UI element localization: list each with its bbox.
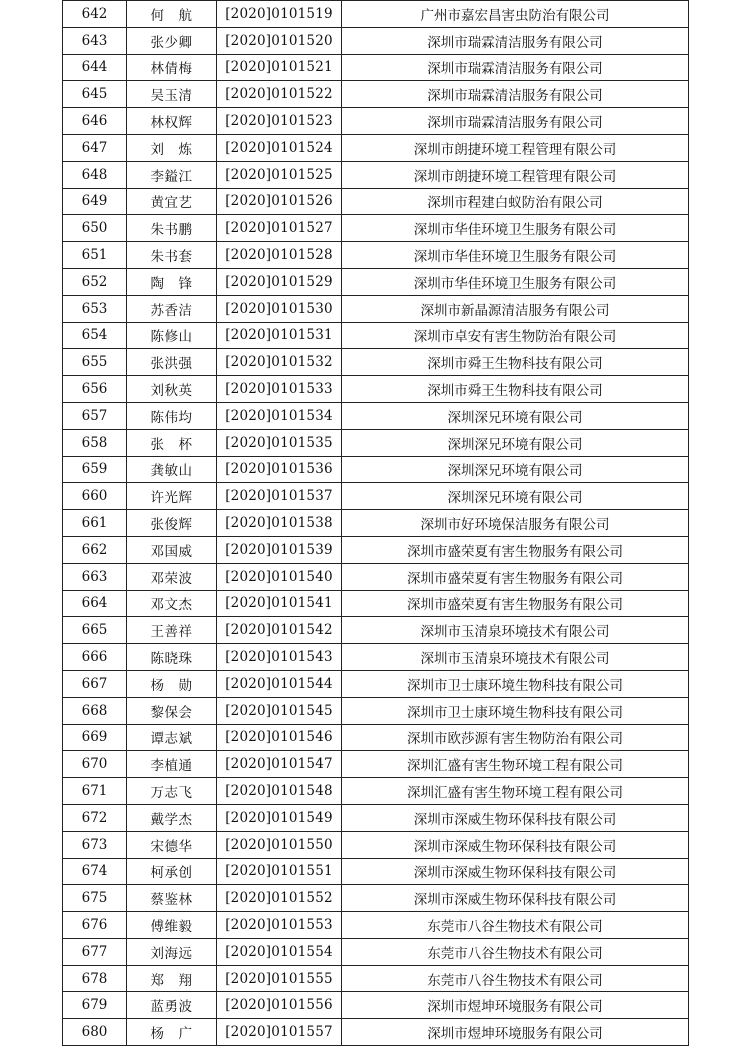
- table-row: [63, 938, 689, 965]
- table-row: [63, 831, 689, 858]
- certificate-number: [2020]0101538: [217, 510, 342, 537]
- company-name: 深圳深兄环境有限公司: [342, 429, 689, 456]
- person-name: 傅维毅: [127, 912, 217, 939]
- person-name: 杨 广: [127, 1019, 217, 1046]
- certificate-number: [2020]0101536: [217, 456, 342, 483]
- row-number: 643: [63, 27, 127, 54]
- certificate-number: [2020]0101528: [217, 242, 342, 269]
- company-name: 深圳深兄环境有限公司: [342, 402, 689, 429]
- certificate-number: [2020]0101541: [217, 590, 342, 617]
- table-row: [63, 483, 689, 510]
- person-name: 朱书套: [127, 242, 217, 269]
- table-row: [63, 590, 689, 617]
- table-row: [63, 215, 689, 242]
- row-number: 668: [63, 697, 127, 724]
- person-name: 万志飞: [127, 778, 217, 805]
- certificate-number: [2020]0101529: [217, 268, 342, 295]
- table-row: [63, 429, 689, 456]
- company-name: 深圳市好环境保洁服务有限公司: [342, 510, 689, 537]
- row-number: 680: [63, 1019, 127, 1046]
- company-name: 深圳市盛荣夏有害生物服务有限公司: [342, 563, 689, 590]
- person-name: 谭志斌: [127, 724, 217, 751]
- company-name: 深圳市煜坤环境服务有限公司: [342, 992, 689, 1019]
- company-name: 深圳市新晶源清洁服务有限公司: [342, 295, 689, 322]
- company-name: 深圳市瑞霖清洁服务有限公司: [342, 108, 689, 135]
- certificate-number: [2020]0101546: [217, 724, 342, 751]
- company-name: 深圳市玉清泉环境技术有限公司: [342, 617, 689, 644]
- table-row: [63, 751, 689, 778]
- table-row: [63, 134, 689, 161]
- table-row: [63, 536, 689, 563]
- person-name: 宋德华: [127, 831, 217, 858]
- row-number: 652: [63, 268, 127, 295]
- certificate-number: [2020]0101532: [217, 349, 342, 376]
- table-row: [63, 697, 689, 724]
- row-number: 646: [63, 108, 127, 135]
- certificate-number: [2020]0101554: [217, 938, 342, 965]
- certificate-number: [2020]0101531: [217, 322, 342, 349]
- certificate-number: [2020]0101544: [217, 670, 342, 697]
- person-name: 陈修山: [127, 322, 217, 349]
- company-name: 深圳市舜王生物科技有限公司: [342, 349, 689, 376]
- company-name: 深圳市盛荣夏有害生物服务有限公司: [342, 536, 689, 563]
- table-row: [63, 349, 689, 376]
- table-row: [63, 644, 689, 671]
- company-name: 深圳市朗捷环境工程管理有限公司: [342, 161, 689, 188]
- person-name: 许光辉: [127, 483, 217, 510]
- table-row: [63, 188, 689, 215]
- certificate-table: [62, 0, 689, 1046]
- table-row: [63, 295, 689, 322]
- certificate-number: [2020]0101552: [217, 885, 342, 912]
- person-name: 李植通: [127, 751, 217, 778]
- certificate-number: [2020]0101535: [217, 429, 342, 456]
- table-row: [63, 1, 689, 28]
- person-name: 何 航: [127, 1, 217, 28]
- certificate-number: [2020]0101545: [217, 697, 342, 724]
- company-name: 深圳市朗捷环境工程管理有限公司: [342, 134, 689, 161]
- person-name: 王善祥: [127, 617, 217, 644]
- company-name: 深圳市卓安有害生物防治有限公司: [342, 322, 689, 349]
- certificate-number: [2020]0101524: [217, 134, 342, 161]
- certificate-number: [2020]0101526: [217, 188, 342, 215]
- person-name: 龚敏山: [127, 456, 217, 483]
- table-row: [63, 456, 689, 483]
- row-number: 674: [63, 858, 127, 885]
- certificate-number: [2020]0101548: [217, 778, 342, 805]
- table-row: [63, 161, 689, 188]
- person-name: 戴学杰: [127, 804, 217, 831]
- certificate-number: [2020]0101522: [217, 81, 342, 108]
- person-name: 陈伟均: [127, 402, 217, 429]
- row-number: 666: [63, 644, 127, 671]
- row-number: 642: [63, 1, 127, 28]
- person-name: 黄宜艺: [127, 188, 217, 215]
- table-row: [63, 670, 689, 697]
- row-number: 660: [63, 483, 127, 510]
- company-name: 深圳汇盛有害生物环境工程有限公司: [342, 751, 689, 778]
- person-name: 张少卿: [127, 27, 217, 54]
- certificate-number: [2020]0101533: [217, 376, 342, 403]
- certificate-number: [2020]0101521: [217, 54, 342, 81]
- row-number: 663: [63, 563, 127, 590]
- person-name: 陶 锋: [127, 268, 217, 295]
- row-number: 651: [63, 242, 127, 269]
- company-name: 深圳汇盛有害生物环境工程有限公司: [342, 778, 689, 805]
- row-number: 647: [63, 134, 127, 161]
- table-row: [63, 81, 689, 108]
- row-number: 656: [63, 376, 127, 403]
- company-name: 东莞市八谷生物技术有限公司: [342, 965, 689, 992]
- row-number: 670: [63, 751, 127, 778]
- row-number: 659: [63, 456, 127, 483]
- company-name: 深圳市瑞霖清洁服务有限公司: [342, 27, 689, 54]
- person-name: 杨 勋: [127, 670, 217, 697]
- row-number: 675: [63, 885, 127, 912]
- person-name: 郑 翔: [127, 965, 217, 992]
- person-name: 刘秋英: [127, 376, 217, 403]
- table-row: [63, 992, 689, 1019]
- table-row: [63, 563, 689, 590]
- row-number: 662: [63, 536, 127, 563]
- person-name: 朱书鹏: [127, 215, 217, 242]
- company-name: 深圳市华佳环境卫生服务有限公司: [342, 242, 689, 269]
- company-name: 深圳深兄环境有限公司: [342, 456, 689, 483]
- certificate-number: [2020]0101557: [217, 1019, 342, 1046]
- company-name: 深圳市瑞霖清洁服务有限公司: [342, 54, 689, 81]
- person-name: 张 杯: [127, 429, 217, 456]
- table-row: [63, 1019, 689, 1046]
- row-number: 644: [63, 54, 127, 81]
- table-row: [63, 268, 689, 295]
- company-name: 深圳市卫士康环境生物科技有限公司: [342, 670, 689, 697]
- row-number: 667: [63, 670, 127, 697]
- person-name: 张洪强: [127, 349, 217, 376]
- certificate-number: [2020]0101551: [217, 858, 342, 885]
- table-body: [63, 1, 689, 1046]
- certificate-number: [2020]0101542: [217, 617, 342, 644]
- person-name: 陈晓珠: [127, 644, 217, 671]
- table-row: [63, 242, 689, 269]
- row-number: 653: [63, 295, 127, 322]
- row-number: 671: [63, 778, 127, 805]
- company-name: 深圳市欧莎源有害生物防治有限公司: [342, 724, 689, 751]
- row-number: 650: [63, 215, 127, 242]
- person-name: 邓国威: [127, 536, 217, 563]
- certificate-number: [2020]0101549: [217, 804, 342, 831]
- person-name: 邓文杰: [127, 590, 217, 617]
- table-row: [63, 108, 689, 135]
- company-name: 广州市嘉宏昌害虫防治有限公司: [342, 1, 689, 28]
- table-row: [63, 724, 689, 751]
- certificate-number: [2020]0101520: [217, 27, 342, 54]
- row-number: 677: [63, 938, 127, 965]
- row-number: 678: [63, 965, 127, 992]
- company-name: 深圳市瑞霖清洁服务有限公司: [342, 81, 689, 108]
- certificate-number: [2020]0101530: [217, 295, 342, 322]
- certificate-number: [2020]0101525: [217, 161, 342, 188]
- table-row: [63, 778, 689, 805]
- company-name: 深圳市华佳环境卫生服务有限公司: [342, 268, 689, 295]
- company-name: 东莞市八谷生物技术有限公司: [342, 912, 689, 939]
- table-row: [63, 804, 689, 831]
- row-number: 657: [63, 402, 127, 429]
- certificate-number: [2020]0101540: [217, 563, 342, 590]
- company-name: 深圳市深威生物环保科技有限公司: [342, 831, 689, 858]
- certificate-number: [2020]0101553: [217, 912, 342, 939]
- company-name: 东莞市八谷生物技术有限公司: [342, 938, 689, 965]
- person-name: 柯承创: [127, 858, 217, 885]
- row-number: 655: [63, 349, 127, 376]
- row-number: 665: [63, 617, 127, 644]
- certificate-number: [2020]0101556: [217, 992, 342, 1019]
- company-name: 深圳市深威生物环保科技有限公司: [342, 885, 689, 912]
- person-name: 吴玉清: [127, 81, 217, 108]
- certificate-number: [2020]0101523: [217, 108, 342, 135]
- person-name: 邓荣波: [127, 563, 217, 590]
- table-row: [63, 885, 689, 912]
- person-name: 苏香洁: [127, 295, 217, 322]
- company-name: 深圳市玉清泉环境技术有限公司: [342, 644, 689, 671]
- company-name: 深圳市华佳环境卫生服务有限公司: [342, 215, 689, 242]
- certificate-number: [2020]0101543: [217, 644, 342, 671]
- person-name: 蓝勇波: [127, 992, 217, 1019]
- row-number: 669: [63, 724, 127, 751]
- person-name: 刘 炼: [127, 134, 217, 161]
- person-name: 林倩梅: [127, 54, 217, 81]
- company-name: 深圳市煜坤环境服务有限公司: [342, 1019, 689, 1046]
- certificate-number: [2020]0101537: [217, 483, 342, 510]
- certificate-number: [2020]0101534: [217, 402, 342, 429]
- row-number: 664: [63, 590, 127, 617]
- person-name: 蔡鉴林: [127, 885, 217, 912]
- row-number: 661: [63, 510, 127, 537]
- person-name: 李鎰江: [127, 161, 217, 188]
- table-row: [63, 965, 689, 992]
- certificate-number: [2020]0101555: [217, 965, 342, 992]
- company-name: 深圳市盛荣夏有害生物服务有限公司: [342, 590, 689, 617]
- table-row: [63, 510, 689, 537]
- person-name: 刘海远: [127, 938, 217, 965]
- row-number: 648: [63, 161, 127, 188]
- table-row: [63, 912, 689, 939]
- table-row: [63, 402, 689, 429]
- table-row: [63, 858, 689, 885]
- person-name: 张俊辉: [127, 510, 217, 537]
- table-row: [63, 376, 689, 403]
- person-name: 黎保会: [127, 697, 217, 724]
- certificate-number: [2020]0101527: [217, 215, 342, 242]
- row-number: 679: [63, 992, 127, 1019]
- company-name: 深圳市深威生物环保科技有限公司: [342, 858, 689, 885]
- certificate-number: [2020]0101547: [217, 751, 342, 778]
- certificate-number: [2020]0101550: [217, 831, 342, 858]
- table-row: [63, 54, 689, 81]
- row-number: 673: [63, 831, 127, 858]
- company-name: 深圳深兄环境有限公司: [342, 483, 689, 510]
- row-number: 645: [63, 81, 127, 108]
- row-number: 649: [63, 188, 127, 215]
- table-row: [63, 617, 689, 644]
- company-name: 深圳市深威生物环保科技有限公司: [342, 804, 689, 831]
- certificate-number: [2020]0101519: [217, 1, 342, 28]
- row-number: 654: [63, 322, 127, 349]
- row-number: 658: [63, 429, 127, 456]
- person-name: 林权辉: [127, 108, 217, 135]
- certificate-number: [2020]0101539: [217, 536, 342, 563]
- row-number: 676: [63, 912, 127, 939]
- table-row: [63, 27, 689, 54]
- company-name: 深圳市程建白蚁防治有限公司: [342, 188, 689, 215]
- row-number: 672: [63, 804, 127, 831]
- company-name: 深圳市舜王生物科技有限公司: [342, 376, 689, 403]
- company-name: 深圳市卫士康环境生物科技有限公司: [342, 697, 689, 724]
- table-row: [63, 322, 689, 349]
